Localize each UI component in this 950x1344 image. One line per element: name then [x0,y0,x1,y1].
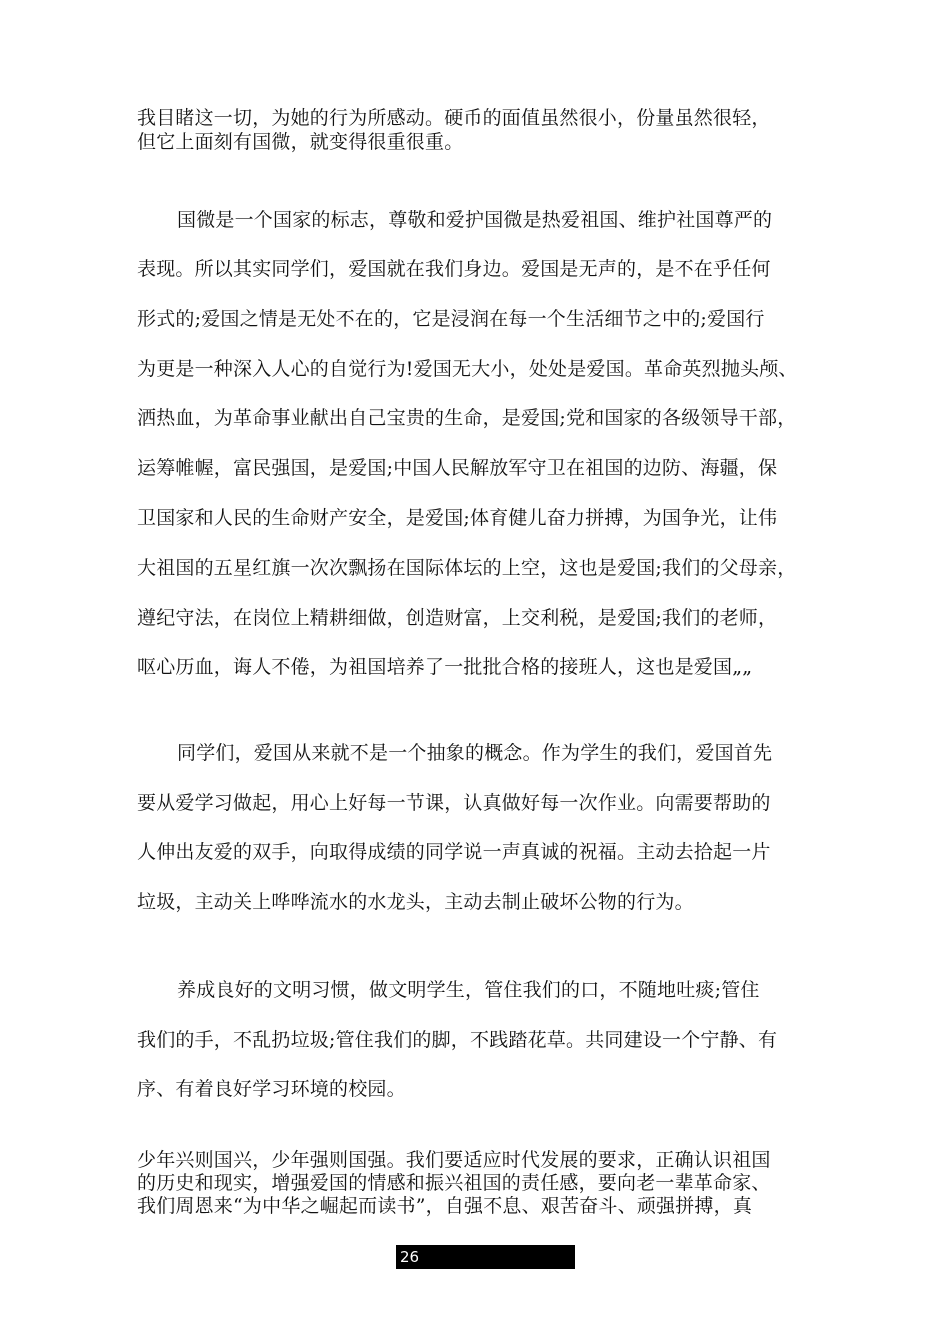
page-number-bar [396,1245,575,1269]
paragraph-2-line-2: 表现。所以其实同学们，爱国就在我们身边。爱国是无声的，是不在乎任何 [137,258,771,280]
paragraph-1-line-1: 我目睹这一切，为她的行为所感动。硬币的面值虽然很小，份量虽然很轻， [137,107,771,129]
paragraph-4-line-3: 序、有着良好学习环境的校园。 [137,1078,406,1100]
paragraph-3-line-2: 要从爱学习做起，用心上好每一节课，认真做好每一次作业。向需要帮助的 [137,792,771,814]
paragraph-2-line-9: 遵纪守法，在岗位上精耕细做，创造财富，上交利税，是爱国;我们的老师， [137,607,778,629]
paragraph-5-line-2: 的历史和现实，增强爱国的情感和振兴祖国的责任感，要向老一辈革命家、 [137,1172,771,1194]
paragraph-2-line-5: 洒热血，为革命事业献出自己宝贵的生命，是爱国;党和国家的各级领导干部， [137,407,797,429]
paragraph-3-line-4: 垃圾，主动关上哗哗流水的水龙头，主动去制止破坏公物的行为。 [137,891,694,913]
paragraph-4-line-1: 养成良好的文明习惯，做文明学生，管住我们的口，不随地吐痰;管住 [177,979,760,1001]
paragraph-3-line-3: 人伸出友爱的双手，向取得成绩的同学说一声真诚的祝福。主动去拾起一片 [137,841,771,863]
paragraph-5-line-3: 我们周恩来“为中华之崛起而读书”，自强不息、艰苦奋斗、顽强拼搏，真 [137,1195,753,1217]
paragraph-2-line-3: 形式的;爱国之情是无处不在的，它是浸润在每一个生活细节之中的;爱国行 [137,308,765,330]
paragraph-2-line-1: 国微是一个国家的标志，尊敬和爱护国微是热爱祖国、维护社国尊严的 [177,209,773,231]
paragraph-2-line-7: 卫国家和人民的生命财产安全，是爱国;体育健儿奋力拼搏，为国争光，让伟 [137,507,778,529]
paragraph-2-line-10: 呕心历血，诲人不倦，为祖国培养了一批批合格的接班人，这也是爱国„„ [137,656,753,678]
paragraph-4-line-2: 我们的手，不乱扔垃圾;管住我们的脚，不践踏花草。共同建设一个宁静、有 [137,1029,778,1051]
paragraph-2-line-4: 为更是一种深入人心的自觉行为!爱国无大小，处处是爱国。革命英烈抛头颅、 [137,358,798,380]
paragraph-1-line-2: 但它上面刻有国微，就变得很重很重。 [137,131,464,153]
paragraph-2-line-6: 运筹帷幄，富民强国，是爱国;中国人民解放军守卫在祖国的边防、海疆，保 [137,457,778,479]
page-number: 26 [400,1248,420,1266]
paragraph-5-line-1: 少年兴则国兴，少年强则国强。我们要适应时代发展的要求，正确认识祖国 [137,1149,771,1171]
paragraph-3-line-1: 同学们，爱国从来就不是一个抽象的概念。作为学生的我们，爱国首先 [177,742,773,764]
paragraph-2-line-8: 大祖国的五星红旗一次次飘扬在国际体坛的上空，这也是爱国;我们的父母亲， [137,557,797,579]
